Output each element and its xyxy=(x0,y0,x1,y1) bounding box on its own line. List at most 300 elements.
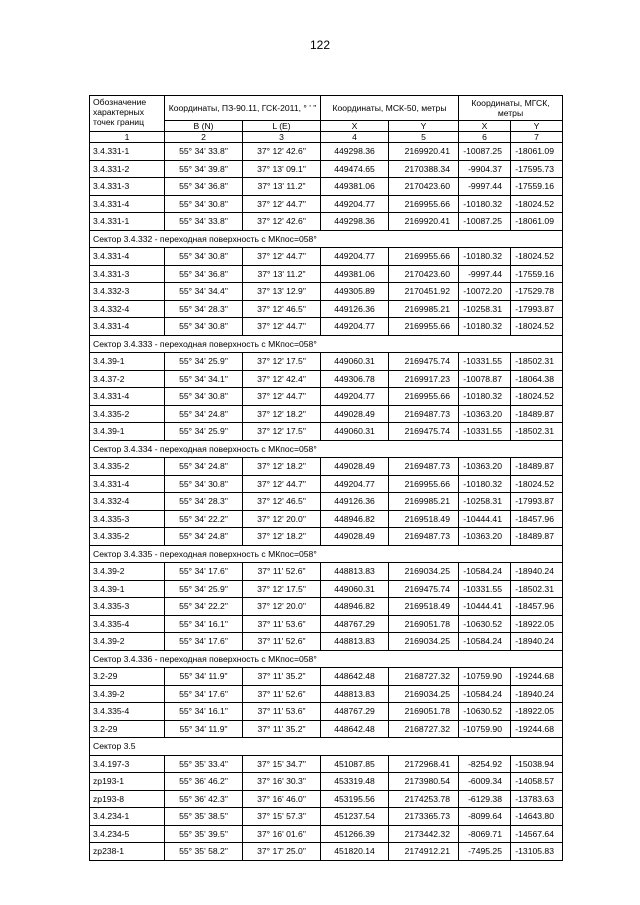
longitude-cell: 37° 11' 52.6" xyxy=(243,633,321,651)
mgsk-x-cell: -8254.92 xyxy=(459,755,511,773)
longitude-cell: 37° 12' 44.7" xyxy=(243,318,321,336)
header-sub-y-msk: Y xyxy=(389,121,459,132)
point-id-cell: 3.4.37-2 xyxy=(90,370,165,388)
msk-y-cell: 2170388.34 xyxy=(389,160,459,178)
point-id-cell: 3.4.335-4 xyxy=(90,615,165,633)
mgsk-x-cell: -10363.20 xyxy=(459,405,511,423)
latitude-cell: 55° 35' 58.2" xyxy=(165,843,243,861)
point-id-cell: 3.2-29 xyxy=(90,720,165,738)
table-row xyxy=(90,300,563,318)
header-group-msk50: Координаты, МСК-50, метры xyxy=(321,96,459,121)
msk-y-cell: 2169487.73 xyxy=(389,458,459,476)
latitude-cell: 55° 34' 28.3" xyxy=(165,300,243,318)
msk-x-cell: 449204.77 xyxy=(321,248,389,266)
msk-y-cell: 2169051.78 xyxy=(389,615,459,633)
mgsk-y-cell: -17559.16 xyxy=(511,178,563,196)
mgsk-x-cell: -10180.32 xyxy=(459,475,511,493)
mgsk-y-cell: -18940.24 xyxy=(511,633,563,651)
section-row xyxy=(90,738,563,756)
point-id-cell: 3.4.331-3 xyxy=(90,178,165,196)
mgsk-y-cell: -17595.73 xyxy=(511,160,563,178)
point-id-cell: 3.4.331-4 xyxy=(90,388,165,406)
mgsk-x-cell: -10584.24 xyxy=(459,563,511,581)
point-id-cell: 3.4.332-4 xyxy=(90,300,165,318)
mgsk-x-cell: -10630.52 xyxy=(459,615,511,633)
latitude-cell: 55° 34' 17.6" xyxy=(165,685,243,703)
table-row xyxy=(90,580,563,598)
header-sub-x-msk: X xyxy=(321,121,389,132)
point-id-cell: 3.4.331-4 xyxy=(90,195,165,213)
latitude-cell: 55° 34' 22.2" xyxy=(165,598,243,616)
mgsk-y-cell: -18061.09 xyxy=(511,143,563,161)
point-id-cell: 3.2-29 xyxy=(90,668,165,686)
table-row xyxy=(90,248,563,266)
mgsk-y-cell: -18940.24 xyxy=(511,563,563,581)
msk-y-cell: 2169955.66 xyxy=(389,475,459,493)
longitude-cell: 37° 17' 25.0" xyxy=(243,843,321,861)
msk-y-cell: 2169475.74 xyxy=(389,423,459,441)
table-row xyxy=(90,615,563,633)
msk-x-cell: 449204.77 xyxy=(321,388,389,406)
mgsk-y-cell: -13783.63 xyxy=(511,790,563,808)
mgsk-y-cell: -18502.31 xyxy=(511,580,563,598)
msk-y-cell: 2169051.78 xyxy=(389,703,459,721)
msk-y-cell: 2169955.66 xyxy=(389,248,459,266)
mgsk-y-cell: -18064.38 xyxy=(511,370,563,388)
longitude-cell: 37° 11' 53.6" xyxy=(243,703,321,721)
latitude-cell: 55° 34' 36.8" xyxy=(165,178,243,196)
msk-y-cell: 2169955.66 xyxy=(389,195,459,213)
msk-y-cell: 2169518.49 xyxy=(389,598,459,616)
latitude-cell: 55° 35' 33.4" xyxy=(165,755,243,773)
mgsk-y-cell: -17559.16 xyxy=(511,265,563,283)
longitude-cell: 37° 11' 52.6" xyxy=(243,685,321,703)
table-row xyxy=(90,370,563,388)
msk-y-cell: 2169475.74 xyxy=(389,580,459,598)
table-row xyxy=(90,353,563,371)
table-row xyxy=(90,160,563,178)
mgsk-x-cell: -10258.31 xyxy=(459,493,511,511)
longitude-cell: 37° 12' 42.6" xyxy=(243,213,321,231)
header-sub-l: L (E) xyxy=(243,121,321,132)
table-row xyxy=(90,633,563,651)
point-id-cell: 3.4.335-3 xyxy=(90,598,165,616)
table-row xyxy=(90,598,563,616)
latitude-cell: 55° 34' 24.8" xyxy=(165,405,243,423)
longitude-cell: 37° 13' 12.9" xyxy=(243,283,321,301)
latitude-cell: 55° 34' 16.1" xyxy=(165,703,243,721)
latitude-cell: 55° 34' 11.9" xyxy=(165,720,243,738)
latitude-cell: 55° 34' 16.1" xyxy=(165,615,243,633)
msk-x-cell: 451266.39 xyxy=(321,825,389,843)
mgsk-y-cell: -14058.57 xyxy=(511,773,563,791)
msk-x-cell: 448642.48 xyxy=(321,668,389,686)
header-num-4: 4 xyxy=(321,132,389,143)
longitude-cell: 37° 12' 46.5" xyxy=(243,300,321,318)
table-row xyxy=(90,685,563,703)
mgsk-x-cell: -8099.64 xyxy=(459,808,511,826)
table-row xyxy=(90,405,563,423)
msk-x-cell: 449028.49 xyxy=(321,528,389,546)
table-row xyxy=(90,475,563,493)
header-num-3: 3 xyxy=(243,132,321,143)
msk-x-cell: 451237.54 xyxy=(321,808,389,826)
msk-y-cell: 2173980.54 xyxy=(389,773,459,791)
msk-y-cell: 2169518.49 xyxy=(389,510,459,528)
point-id-cell: 3.4.335-2 xyxy=(90,528,165,546)
table-row xyxy=(90,825,563,843)
page-number: 122 xyxy=(309,38,331,52)
section-title: Сектор 3.4.333 - переходная поверхность с МКпос=058° xyxy=(90,335,563,353)
table-row xyxy=(90,843,563,861)
msk-x-cell: 449126.36 xyxy=(321,493,389,511)
section-title: Сектор 3.4.334 - переходная поверхность с МКпос=058° xyxy=(90,440,563,458)
header-group-mgsk: Координаты, МГСК, метры xyxy=(459,96,563,121)
msk-y-cell: 2169920.41 xyxy=(389,213,459,231)
msk-x-cell: 449298.36 xyxy=(321,143,389,161)
mgsk-y-cell: -15038.94 xyxy=(511,755,563,773)
header-sub-x-mgsk: X xyxy=(459,121,511,132)
longitude-cell: 37° 11' 53.6" xyxy=(243,615,321,633)
header-num-1: 1 xyxy=(90,132,165,143)
latitude-cell: 55° 34' 33.8" xyxy=(165,213,243,231)
table-row xyxy=(90,755,563,773)
mgsk-y-cell: -17993.87 xyxy=(511,300,563,318)
point-id-cell: 3.4.331-1 xyxy=(90,143,165,161)
msk-x-cell: 448767.29 xyxy=(321,703,389,721)
mgsk-x-cell: -10180.32 xyxy=(459,318,511,336)
mgsk-y-cell: -18024.52 xyxy=(511,388,563,406)
msk-y-cell: 2174912.21 xyxy=(389,843,459,861)
msk-x-cell: 448813.83 xyxy=(321,685,389,703)
point-id-cell: 3.4.39-2 xyxy=(90,563,165,581)
mgsk-y-cell: -18489.87 xyxy=(511,405,563,423)
mgsk-x-cell: -10331.55 xyxy=(459,423,511,441)
longitude-cell: 37° 12' 18.2" xyxy=(243,528,321,546)
latitude-cell: 55° 34' 33.8" xyxy=(165,143,243,161)
msk-y-cell: 2169034.25 xyxy=(389,633,459,651)
mgsk-y-cell: -18940.24 xyxy=(511,685,563,703)
msk-y-cell: 2170451.92 xyxy=(389,283,459,301)
longitude-cell: 37° 13' 11.2" xyxy=(243,178,321,196)
header-group-pz90: Координаты, ПЗ-90.11, ГСК-2011, ° ' " xyxy=(165,96,321,121)
msk-x-cell: 448813.83 xyxy=(321,633,389,651)
latitude-cell: 55° 34' 36.8" xyxy=(165,265,243,283)
longitude-cell: 37° 16' 30.3" xyxy=(243,773,321,791)
msk-y-cell: 2173365.73 xyxy=(389,808,459,826)
point-id-cell: 3.4.332-3 xyxy=(90,283,165,301)
point-id-cell: 3.4.197-3 xyxy=(90,755,165,773)
msk-x-cell: 449126.36 xyxy=(321,300,389,318)
longitude-cell: 37° 12' 44.7" xyxy=(243,195,321,213)
mgsk-y-cell: -14567.64 xyxy=(511,825,563,843)
msk-x-cell: 448813.83 xyxy=(321,563,389,581)
point-id-cell: 3.4.331-4 xyxy=(90,248,165,266)
longitude-cell: 37° 12' 44.7" xyxy=(243,248,321,266)
latitude-cell: 55° 34' 30.8" xyxy=(165,388,243,406)
latitude-cell: 55° 34' 24.8" xyxy=(165,528,243,546)
mgsk-x-cell: -10180.32 xyxy=(459,248,511,266)
longitude-cell: 37° 12' 42.6" xyxy=(243,143,321,161)
latitude-cell: 55° 34' 34.4" xyxy=(165,283,243,301)
mgsk-x-cell: -9997.44 xyxy=(459,265,511,283)
mgsk-y-cell: -18489.87 xyxy=(511,458,563,476)
latitude-cell: 55° 34' 30.8" xyxy=(165,318,243,336)
msk-x-cell: 448946.82 xyxy=(321,598,389,616)
msk-x-cell: 449305.89 xyxy=(321,283,389,301)
point-id-cell: 3.4.335-3 xyxy=(90,510,165,528)
msk-x-cell: 449298.36 xyxy=(321,213,389,231)
longitude-cell: 37° 12' 18.2" xyxy=(243,405,321,423)
msk-y-cell: 2169985.21 xyxy=(389,300,459,318)
latitude-cell: 55° 34' 30.8" xyxy=(165,475,243,493)
mgsk-x-cell: -6009.34 xyxy=(459,773,511,791)
latitude-cell: 55° 34' 25.9" xyxy=(165,580,243,598)
msk-x-cell: 449204.77 xyxy=(321,318,389,336)
longitude-cell: 37° 12' 44.7" xyxy=(243,388,321,406)
mgsk-x-cell: -10584.24 xyxy=(459,633,511,651)
coordinates-table xyxy=(89,95,563,861)
mgsk-x-cell: -9997.44 xyxy=(459,178,511,196)
mgsk-y-cell: -18457.96 xyxy=(511,510,563,528)
msk-x-cell: 448642.48 xyxy=(321,720,389,738)
point-id-cell: 3.4.332-4 xyxy=(90,493,165,511)
mgsk-x-cell: -10444.41 xyxy=(459,598,511,616)
latitude-cell: 55° 34' 39.8" xyxy=(165,160,243,178)
longitude-cell: 37° 12' 42.4" xyxy=(243,370,321,388)
mgsk-y-cell: -18024.52 xyxy=(511,475,563,493)
latitude-cell: 55° 34' 24.8" xyxy=(165,458,243,476)
mgsk-y-cell: -18922.05 xyxy=(511,615,563,633)
mgsk-y-cell: -18457.96 xyxy=(511,598,563,616)
mgsk-x-cell: -10444.41 xyxy=(459,510,511,528)
longitude-cell: 37° 12' 20.0" xyxy=(243,510,321,528)
table-row xyxy=(90,213,563,231)
msk-x-cell: 449381.06 xyxy=(321,178,389,196)
table-row xyxy=(90,423,563,441)
msk-y-cell: 2168727.32 xyxy=(389,668,459,686)
msk-y-cell: 2169955.66 xyxy=(389,318,459,336)
msk-x-cell: 449381.06 xyxy=(321,265,389,283)
header-num-6: 6 xyxy=(459,132,511,143)
mgsk-y-cell: -19244.68 xyxy=(511,668,563,686)
table-row xyxy=(90,178,563,196)
point-id-cell: 3.4.331-2 xyxy=(90,160,165,178)
table-row xyxy=(90,790,563,808)
header-sub-y-mgsk: Y xyxy=(511,121,563,132)
msk-x-cell: 449060.31 xyxy=(321,580,389,598)
msk-y-cell: 2173442.32 xyxy=(389,825,459,843)
point-id-cell: 3.4.335-2 xyxy=(90,458,165,476)
point-id-cell: zp238-1 xyxy=(90,843,165,861)
latitude-cell: 55° 34' 30.8" xyxy=(165,195,243,213)
table-row xyxy=(90,195,563,213)
latitude-cell: 55° 34' 17.6" xyxy=(165,563,243,581)
latitude-cell: 55° 34' 25.9" xyxy=(165,423,243,441)
latitude-cell: 55° 35' 39.5" xyxy=(165,825,243,843)
latitude-cell: 55° 35' 38.5" xyxy=(165,808,243,826)
table-row xyxy=(90,493,563,511)
mgsk-x-cell: -10180.32 xyxy=(459,388,511,406)
msk-y-cell: 2174253.78 xyxy=(389,790,459,808)
mgsk-y-cell: -14643.80 xyxy=(511,808,563,826)
msk-x-cell: 449060.31 xyxy=(321,353,389,371)
msk-y-cell: 2169955.66 xyxy=(389,388,459,406)
mgsk-y-cell: -19244.68 xyxy=(511,720,563,738)
mgsk-x-cell: -9904.37 xyxy=(459,160,511,178)
msk-x-cell: 449306.78 xyxy=(321,370,389,388)
mgsk-x-cell: -10759.90 xyxy=(459,668,511,686)
msk-x-cell: 451087.85 xyxy=(321,755,389,773)
mgsk-x-cell: -10331.55 xyxy=(459,353,511,371)
msk-y-cell: 2170423.60 xyxy=(389,178,459,196)
longitude-cell: 37° 12' 17.5" xyxy=(243,423,321,441)
longitude-cell: 37° 12' 17.5" xyxy=(243,580,321,598)
msk-x-cell: 453195.56 xyxy=(321,790,389,808)
mgsk-y-cell: -18024.52 xyxy=(511,248,563,266)
mgsk-y-cell: -13105.83 xyxy=(511,843,563,861)
section-title: Сектор 3.4.335 - переходная поверхность с МКпос=058° xyxy=(90,545,563,563)
latitude-cell: 55° 36' 42.3" xyxy=(165,790,243,808)
header-num-2: 2 xyxy=(165,132,243,143)
table-row xyxy=(90,563,563,581)
mgsk-x-cell: -10584.24 xyxy=(459,685,511,703)
section-row xyxy=(90,440,563,458)
longitude-cell: 37° 15' 34.7" xyxy=(243,755,321,773)
latitude-cell: 55° 36' 46.2" xyxy=(165,773,243,791)
msk-y-cell: 2168727.32 xyxy=(389,720,459,738)
point-id-cell: 3.4.331-4 xyxy=(90,475,165,493)
latitude-cell: 55° 34' 28.3" xyxy=(165,493,243,511)
mgsk-y-cell: -18024.52 xyxy=(511,195,563,213)
point-id-cell: 3.4.39-1 xyxy=(90,353,165,371)
msk-x-cell: 449204.77 xyxy=(321,475,389,493)
point-id-cell: 3.4.335-4 xyxy=(90,703,165,721)
point-id-cell: 3.4.331-1 xyxy=(90,213,165,231)
latitude-cell: 55° 34' 30.8" xyxy=(165,248,243,266)
mgsk-y-cell: -18502.31 xyxy=(511,353,563,371)
mgsk-x-cell: -10258.31 xyxy=(459,300,511,318)
table-row xyxy=(90,318,563,336)
mgsk-x-cell: -10078.87 xyxy=(459,370,511,388)
latitude-cell: 55° 34' 25.9" xyxy=(165,353,243,371)
table-row xyxy=(90,510,563,528)
section-row xyxy=(90,545,563,563)
mgsk-x-cell: -10087.25 xyxy=(459,213,511,231)
table-row xyxy=(90,458,563,476)
table-row xyxy=(90,388,563,406)
latitude-cell: 55° 34' 22.2" xyxy=(165,510,243,528)
header-num-7: 7 xyxy=(511,132,563,143)
mgsk-y-cell: -18024.52 xyxy=(511,318,563,336)
msk-y-cell: 2169034.25 xyxy=(389,563,459,581)
section-title: Сектор 3.4.336 - переходная поверхность с МКпос=058° xyxy=(90,650,563,668)
msk-y-cell: 2170423.60 xyxy=(389,265,459,283)
longitude-cell: 37° 12' 44.7" xyxy=(243,475,321,493)
longitude-cell: 37° 12' 18.2" xyxy=(243,458,321,476)
msk-x-cell: 448946.82 xyxy=(321,510,389,528)
msk-x-cell: 449028.49 xyxy=(321,405,389,423)
header-point-designation: Обозначение характерных точек границ xyxy=(90,96,165,132)
table-body xyxy=(90,143,563,861)
longitude-cell: 37° 13' 09.1" xyxy=(243,160,321,178)
latitude-cell: 55° 34' 17.6" xyxy=(165,633,243,651)
table-row xyxy=(90,283,563,301)
mgsk-x-cell: -8069.71 xyxy=(459,825,511,843)
point-id-cell: 3.4.331-4 xyxy=(90,318,165,336)
msk-y-cell: 2169985.21 xyxy=(389,493,459,511)
longitude-cell: 37° 12' 17.5" xyxy=(243,353,321,371)
msk-x-cell: 449204.77 xyxy=(321,195,389,213)
header-sub-b: B (N) xyxy=(165,121,243,132)
longitude-cell: 37° 11' 35.2" xyxy=(243,720,321,738)
table-row xyxy=(90,773,563,791)
msk-y-cell: 2169487.73 xyxy=(389,528,459,546)
mgsk-x-cell: -10759.90 xyxy=(459,720,511,738)
point-id-cell: 3.4.39-1 xyxy=(90,423,165,441)
msk-y-cell: 2169487.73 xyxy=(389,405,459,423)
table-row xyxy=(90,808,563,826)
longitude-cell: 37° 12' 46.5" xyxy=(243,493,321,511)
mgsk-x-cell: -10363.20 xyxy=(459,528,511,546)
msk-y-cell: 2169917.23 xyxy=(389,370,459,388)
msk-y-cell: 2169920.41 xyxy=(389,143,459,161)
mgsk-x-cell: -10180.32 xyxy=(459,195,511,213)
table-row xyxy=(90,265,563,283)
mgsk-y-cell: -17993.87 xyxy=(511,493,563,511)
mgsk-x-cell: -10630.52 xyxy=(459,703,511,721)
table-row xyxy=(90,703,563,721)
longitude-cell: 37° 16' 01.6" xyxy=(243,825,321,843)
longitude-cell: 37° 15' 57.3" xyxy=(243,808,321,826)
point-id-cell: 3.4.39-2 xyxy=(90,633,165,651)
mgsk-x-cell: -10363.20 xyxy=(459,458,511,476)
latitude-cell: 55° 34' 34.1" xyxy=(165,370,243,388)
mgsk-y-cell: -18922.05 xyxy=(511,703,563,721)
point-id-cell: 3.4.234-1 xyxy=(90,808,165,826)
mgsk-x-cell: -7495.25 xyxy=(459,843,511,861)
msk-y-cell: 2169034.25 xyxy=(389,685,459,703)
longitude-cell: 37° 12' 20.0" xyxy=(243,598,321,616)
msk-x-cell: 449028.49 xyxy=(321,458,389,476)
section-row xyxy=(90,335,563,353)
section-row xyxy=(90,230,563,248)
table-row xyxy=(90,143,563,161)
point-id-cell: zp193-1 xyxy=(90,773,165,791)
msk-x-cell: 453319.48 xyxy=(321,773,389,791)
msk-x-cell: 451820.14 xyxy=(321,843,389,861)
mgsk-x-cell: -6129.38 xyxy=(459,790,511,808)
mgsk-x-cell: -10087.25 xyxy=(459,143,511,161)
mgsk-y-cell: -17529.78 xyxy=(511,283,563,301)
table-row xyxy=(90,668,563,686)
latitude-cell: 55° 34' 11.9" xyxy=(165,668,243,686)
section-row xyxy=(90,650,563,668)
mgsk-y-cell: -18489.87 xyxy=(511,528,563,546)
longitude-cell: 37° 13' 11.2" xyxy=(243,265,321,283)
table-row xyxy=(90,720,563,738)
longitude-cell: 37° 16' 46.0" xyxy=(243,790,321,808)
mgsk-y-cell: -18061.09 xyxy=(511,213,563,231)
mgsk-y-cell: -18502.31 xyxy=(511,423,563,441)
msk-y-cell: 2169475.74 xyxy=(389,353,459,371)
section-title: Сектор 3.5 xyxy=(90,738,563,756)
longitude-cell: 37° 11' 35.2" xyxy=(243,668,321,686)
longitude-cell: 37° 11' 52.6" xyxy=(243,563,321,581)
msk-x-cell: 449474.65 xyxy=(321,160,389,178)
point-id-cell: zp193-8 xyxy=(90,790,165,808)
msk-y-cell: 2172968.41 xyxy=(389,755,459,773)
